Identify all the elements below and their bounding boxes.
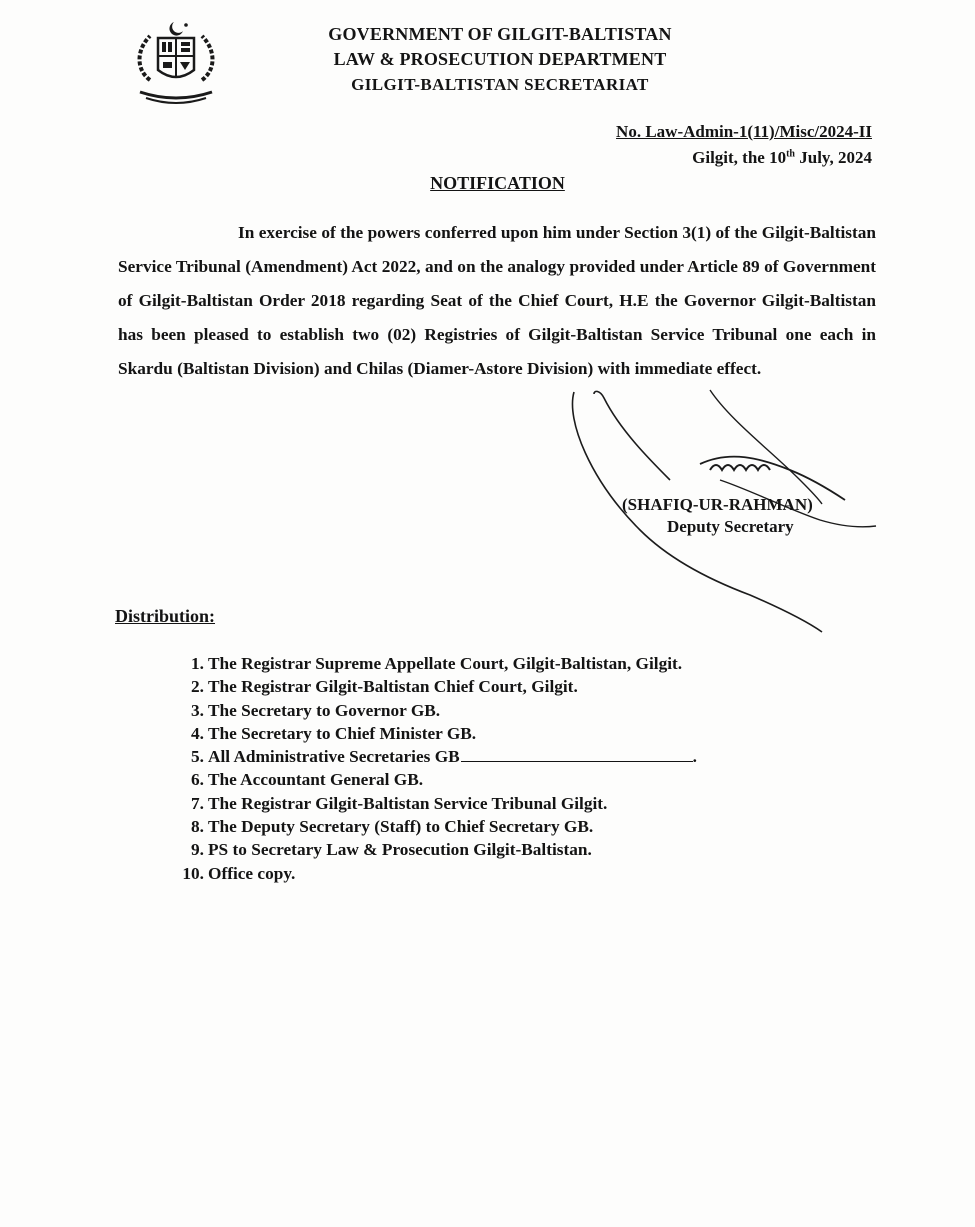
list-item: [170, 862, 790, 885]
list-item: [170, 652, 790, 675]
list-item-number: 6.: [191, 770, 204, 790]
list-item: [170, 792, 790, 815]
list-item-number: 7.: [191, 793, 204, 813]
list-item-text: The Deputy Secretary (Staff) to Chief Secretary GB.: [208, 817, 594, 837]
list-item-text: All Administrative Secretaries GB: [208, 747, 460, 767]
letterhead-secretariat: GILGIT-BALTISTAN SECRETARIAT: [351, 75, 649, 94]
notification-body: In exercise of the powers conferred upon him under Section 3(1) of the Gilgit-Baltistan Service Tribunal (Amendment) Act 2022, and on the analogy provided under Article 89 of Government of Gilgit-Baltistan Order 2018 regarding Seat of the Chief Court, H.E the Governor Gilgit-Baltistan has been pleased to establish two (02) Registries of Gilgit-Baltistan Service Tribunal one each in Skardu (Baltistan Division) and Chilas (Diamer-Astore Division) with immediate effect.: [118, 223, 876, 378]
list-item: [170, 722, 790, 745]
list-item-text: The Registrar Supreme Appellate Court, Gilgit-Baltistan, Gilgit.: [208, 654, 683, 673]
list-item-number: 5.: [191, 747, 204, 767]
distribution-list: [170, 652, 790, 885]
date-ordinal: th: [786, 148, 795, 160]
list-item-number: 4.: [191, 723, 204, 743]
list-item: [170, 838, 790, 861]
list-item-text: The Registrar Gilgit-Baltistan Chief Court, Gilgit.: [208, 677, 578, 697]
list-item-number: 8.: [191, 817, 204, 837]
list-item-text: The Registrar Gilgit-Baltistan Service Tribunal Gilgit.: [208, 793, 608, 813]
list-item-text: The Secretary to Chief Minister GB.: [208, 723, 477, 743]
state-emblem-icon: [128, 20, 224, 108]
list-item: [170, 768, 790, 791]
list-item-text: Office copy.: [208, 863, 296, 883]
date-suffix: July, 2024: [795, 148, 872, 167]
list-item-number: 3.: [191, 700, 204, 720]
signatory-designation: Deputy Secretary: [667, 517, 794, 536]
letterhead-government: GOVERNMENT OF GILGIT-BALTISTAN: [328, 24, 672, 44]
reference-number: No. Law-Admin-1(11)/Misc/2024-II: [616, 122, 872, 141]
list-item-number: 1.: [191, 654, 204, 673]
signatory-name: (SHAFIQ-UR-RAHMAN): [622, 495, 813, 514]
notification-title-text: NOTIFICATION: [430, 173, 565, 193]
list-item-text: The Accountant General GB.: [208, 770, 424, 790]
list-item-number: 9.: [191, 840, 204, 860]
list-item: [170, 745, 790, 768]
list-item: [170, 699, 790, 722]
letterhead: [300, 22, 700, 97]
list-item: [170, 815, 790, 838]
list-item-text: The Secretary to Governor GB.: [208, 700, 441, 720]
list-item-text: PS to Secretary Law & Prosecution Gilgit-Baltistan.: [208, 840, 592, 860]
date-prefix: Gilgit, the 10: [692, 148, 787, 167]
issue-date: [692, 148, 872, 168]
fill-in-blank: [461, 745, 693, 762]
list-item-number: 2.: [191, 677, 204, 697]
list-item: [170, 675, 790, 698]
letterhead-department: LAW & PROSECUTION DEPARTMENT: [333, 49, 667, 69]
list-item-end-mark: .: [692, 747, 697, 767]
distribution-heading: Distribution:: [115, 606, 216, 626]
list-item-number: 10.: [182, 863, 204, 883]
notification-title: [0, 173, 975, 194]
